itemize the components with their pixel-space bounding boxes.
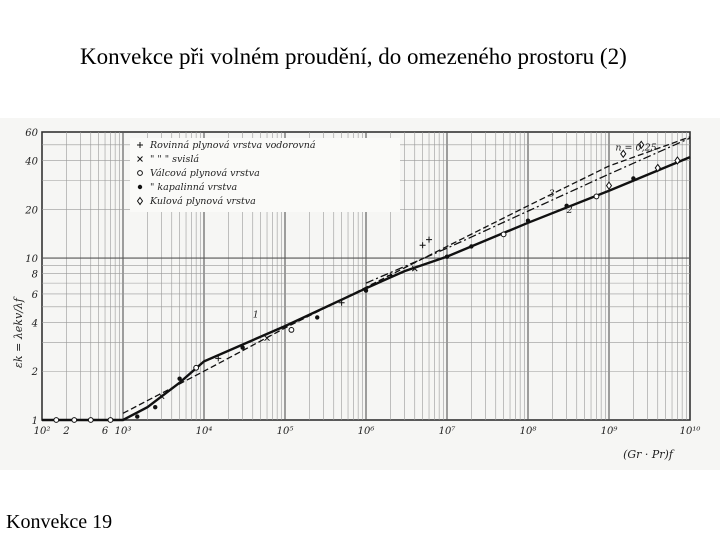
annotation-label: 1: [252, 309, 259, 321]
data-point: [469, 244, 473, 248]
x-axis-label: (Gr · Pr)f: [623, 448, 673, 461]
x-tick-label: 10³: [114, 426, 132, 437]
data-point: [135, 414, 139, 418]
data-point: [594, 194, 599, 199]
data-point: [194, 365, 199, 370]
chart: [0, 118, 720, 470]
data-point: [426, 237, 432, 243]
x-tick-label: 10¹⁰: [679, 426, 701, 437]
data-point: [420, 242, 426, 248]
y-tick-label: 4: [31, 318, 38, 330]
data-point: [88, 418, 93, 423]
data-point: [364, 288, 368, 292]
y-tick-label: 1: [31, 416, 38, 427]
data-point: [177, 376, 181, 380]
annotation-label: 3: [548, 188, 555, 200]
data-point: [240, 345, 244, 349]
legend-label: Rovinná plynová vrstva vodorovná: [150, 140, 316, 151]
y-axis-label: εk = λekv/λf: [12, 298, 25, 368]
y-tick-label: 60: [25, 128, 38, 139]
data-point: [631, 176, 635, 180]
data-point: [315, 315, 319, 319]
y-tick-label: 10: [25, 254, 38, 266]
legend-label: Válcová plynová vrstva: [150, 168, 260, 179]
y-tick-label: 8: [31, 269, 38, 281]
y-tick-label: 40: [25, 156, 38, 168]
legend-label: " " " svislá: [150, 154, 200, 165]
legend-label: " kapalinná vrstva: [150, 182, 238, 193]
legend: [130, 138, 400, 212]
data-point: [607, 182, 612, 189]
legend-marker: [138, 171, 143, 176]
y-tick-label: 20: [25, 205, 38, 217]
data-point: [108, 418, 113, 423]
legend-marker: [138, 185, 142, 189]
annotation-label: n = 0,25: [615, 142, 657, 154]
data-point: [526, 219, 530, 223]
slide-footer: Konvekce 19: [6, 511, 113, 533]
data-point: [72, 418, 77, 423]
y-tick-label: 2: [31, 367, 38, 379]
x-tick-label: 10⁷: [438, 426, 456, 437]
x-tick-label: 2: [63, 426, 70, 437]
x-tick-label: 10²: [33, 426, 51, 437]
data-point: [54, 418, 59, 423]
x-tick-label: 10⁶: [357, 426, 375, 437]
x-tick-label: 10⁴: [195, 426, 213, 437]
x-tick-label: 10⁹: [600, 426, 618, 437]
x-tick-label: 10⁸: [519, 426, 537, 437]
data-point: [153, 405, 157, 409]
slide-title: Konvekce při volném proudění, do omezeného prostoru (2): [80, 44, 627, 69]
annotation-label: 2: [566, 204, 573, 216]
legend-label: Kulová plynová vrstva: [150, 196, 256, 207]
data-point: [289, 327, 294, 332]
y-tick-label: 6: [31, 289, 38, 301]
x-tick-label: 6: [101, 426, 109, 437]
x-tick-label: 10⁵: [276, 426, 294, 437]
data-point: [445, 254, 449, 258]
data-point: [501, 232, 506, 237]
